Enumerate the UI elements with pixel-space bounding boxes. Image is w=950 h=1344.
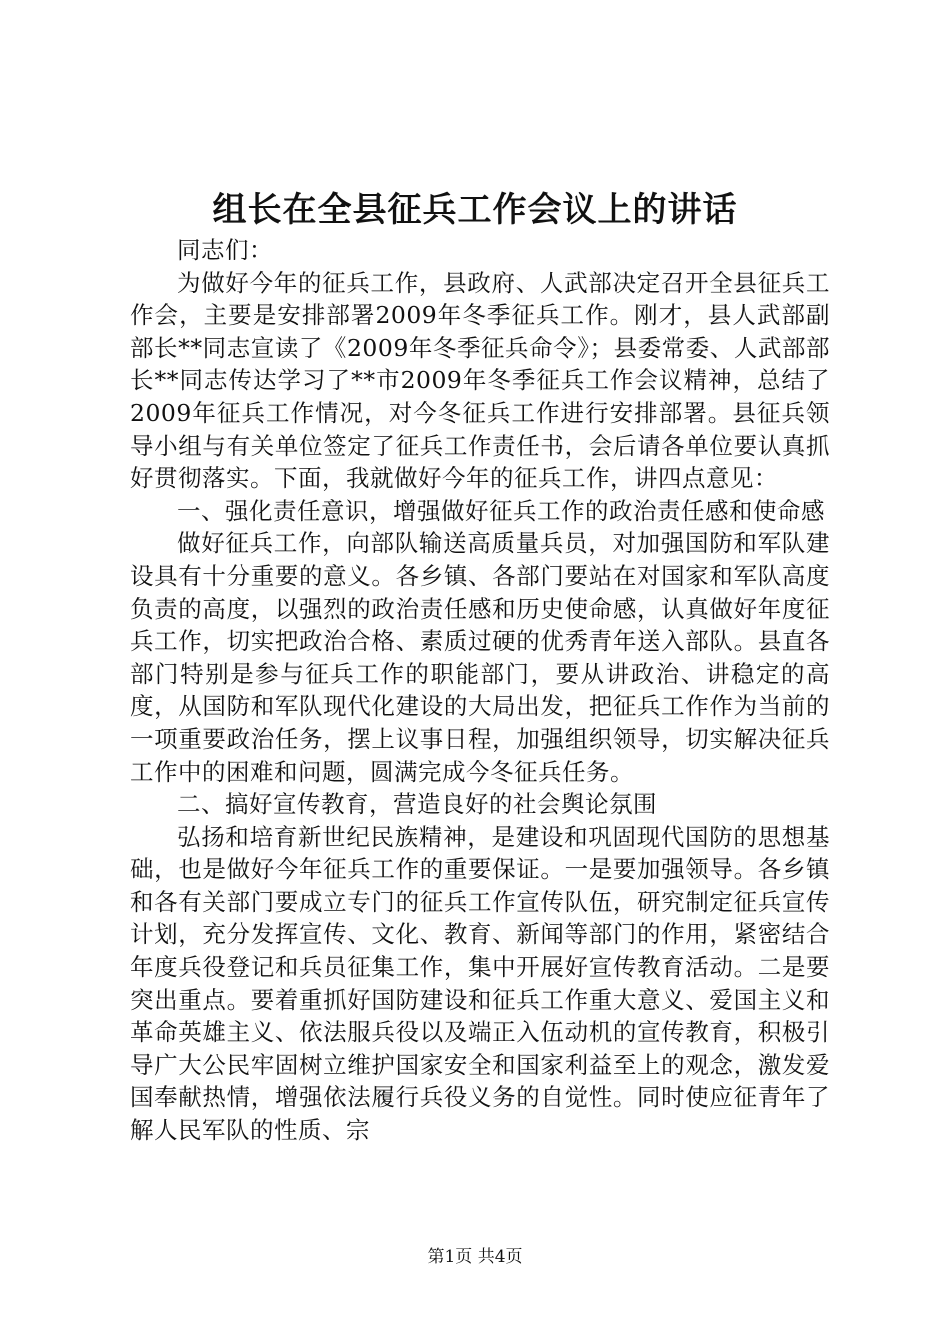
body-paragraph-1: 做好征兵工作，向部队输送高质量兵员，对加强国防和军队建设具有十分重要的意义。各乡镇、各部门要站在对国家和军队高度负责的高度，以强烈的政治责任感和历史使命感，认真做好年度征兵工作，切实把政治合格、素质过硬的优秀青年送入部队。县直各部门特别是参与征兵工作的职能部门，要从讲政治、讲稳定的高度，从国防和军队现代化建设的大局出发，把征兵工作作为当前的一项重要政治任务，摆上议事日程，加强组织领导，切实解决征兵工作中的困难和问题，圆满完成今冬征兵任务。 xyxy=(130,529,830,786)
body-paragraph-2: 弘扬和培育新世纪民族精神，是建设和巩固现代国防的思想基础，也是做好今年征兵工作的重要保证。一是要加强领导。各乡镇和各有关部门要成立专门的征兵工作宣传队伍，研究制定征兵宣传计划，充分发挥宣传、文化、教育、新闻等部门的作用，紧密结合年度兵役登记和兵员征集工作，集中开展好宣传教育活动。二是要突出重点。要着重抓好国防建设和征兵工作重大意义、爱国主义和革命英雄主义、依法服兵役以及端正入伍动机的宣传教育，积极引导广大公民牢固树立维护国家安全和国家利益至上的观念，激发爱国奉献热情，增强依法履行兵役义务的自觉性。同时使应征青年了解人民军队的性质、宗 xyxy=(130,822,830,1145)
page-number-footer: 第1页 共4页 xyxy=(427,1247,523,1267)
section-heading-1: 一、强化责任意识，增强做好征兵工作的政治责任感和使命感 xyxy=(177,496,825,525)
salutation-paragraph: 同志们： xyxy=(177,236,273,264)
section-heading-2: 二、搞好宣传教育，营造良好的社会舆论氛围 xyxy=(177,790,657,819)
document-body xyxy=(130,234,830,1147)
intro-paragraph: 为做好今年的征兵工作，县政府、人武部决定召开全县征兵工作会，主要是安排部署2009年冬季征兵工作。刚才，县人武部副部长**同志宣读了《2009年冬季征兵命令》；县委常委、人武部部长**同志传达学习了**市2009年冬季征兵工作会议精神，总结了2009年征兵工作情况，对今冬征兵工作进行安排部署。县征兵领导小组与有关单位签定了征兵工作责任书，会后请各单位要认真抓好贯彻落实。下面，我就做好今年的征兵工作，讲四点意见： xyxy=(130,268,830,493)
document-title: 组长在全县征兵工作会议上的讲话 xyxy=(212,190,738,230)
